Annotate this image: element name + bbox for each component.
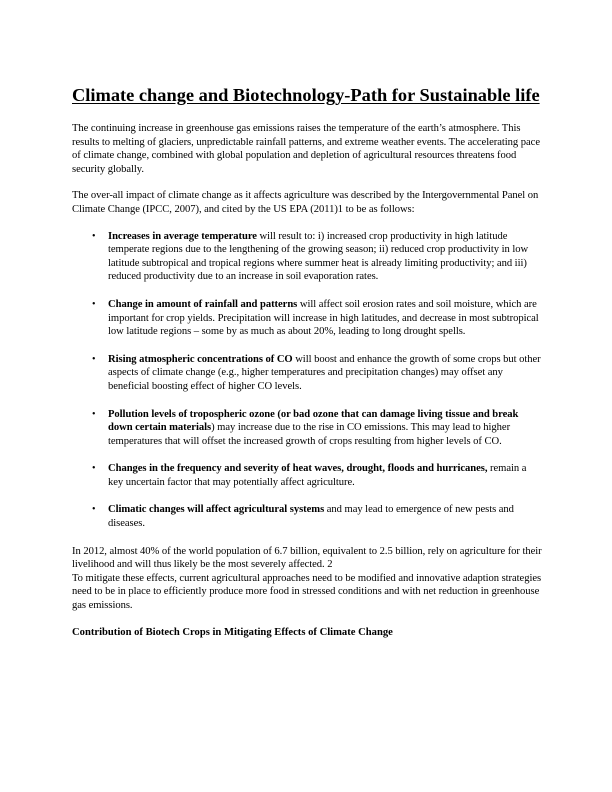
intro-paragraph: The continuing increase in greenhouse gas emissions raises the temperature of the earth’s atmosphere. This results to melting of glaciers, unpredictable rainfall patterns, and extreme weather events. The accelerating pace of climate change, combined with global population and depletion of agricultural resources threatens food security globally. <box>72 123 540 175</box>
section-subheading: Contribution of Biotech Crops in Mitigating Effects of Climate Change <box>72 626 393 638</box>
bullet-bold-lead: Change in amount of rainfall and patterns <box>108 298 298 310</box>
bullet-text: remain a key uncertain factor that may potentially affect agriculture. <box>108 463 527 488</box>
bullet-text: will result to: i) increased crop productivity in high latitude temperate regions due to the lengthening of the growing season; ii) reduced crop productivity in low latitude subtropical and tropical regions where summer heat is already limiting productivity; and iii) reduced productivity due to an increase in soil evaporation rates. <box>108 230 529 283</box>
mitigation-paragraph: To mitigate these effects, current agricultural approaches need to be modified and innovative adaption strategies need to be in place to efficiently produce more food in stressed conditions and with net reduction in greenhouse gas emissions. <box>72 572 542 612</box>
bullet-icon: • <box>92 504 96 516</box>
bullet-text: and may lead to emergence of new pests and diseases. <box>108 504 514 530</box>
bullet-item <box>72 462 542 489</box>
bullet-item <box>72 298 542 339</box>
bullet-icon: • <box>92 408 96 420</box>
bullet-bold-lead: Pollution levels of tropospheric ozone (or bad ozone that can damage living tissue and break down certain materials <box>108 408 519 434</box>
bullet-bold-lead: Rising atmospheric concentrations of CO <box>108 353 293 365</box>
bullet-item <box>72 230 542 284</box>
bullet-icon: • <box>92 298 96 310</box>
bullet-item <box>72 353 542 394</box>
bullet-icon: • <box>92 230 96 242</box>
bullet-text: will affect soil erosion rates and soil moisture, which are important for crop yields. Precipitation will increase in high latitudes, and decrease in most subtropical low latitude regions – some by as much as about 20%, leading to long drought spells. <box>108 298 539 338</box>
document-title: Climate change and Biotechnology-Path for Sustainable life <box>72 85 540 105</box>
bullet-item <box>72 503 542 530</box>
bullet-item <box>72 408 542 449</box>
bullet-bold-lead: Changes in the frequency and severity of heat waves, drought, floods and hurricanes, <box>108 463 488 475</box>
bullet-text: ) may increase due to the rise in CO emissions. This may lead to higher temperatures that will offset the increased growth of crops resulting from higher levels of CO. <box>108 422 511 447</box>
bullet-bold-lead: Increases in average temperature <box>108 230 257 242</box>
bullet-text: will boost and enhance the growth of some crops but other aspects of climate change (e.g., higher temperatures and precipitation changes) may offset any beneficial boosting effect of higher CO levels. <box>108 353 541 392</box>
bullet-bold-lead: Climatic changes will affect agricultural systems <box>108 504 325 516</box>
document-page <box>72 84 542 639</box>
ipcc-paragraph: The over-all impact of climate change as it affects agriculture was described by the Intergovernmental Panel on Climate Change (IPCC, 2007), and cited by the US EPA (2011)1 to be as follows: <box>72 190 539 215</box>
population-paragraph: In 2012, almost 40% of the world population of 6.7 billion, equivalent to 2.5 billion, rely on agriculture for their livelihood and will thus likely be the most severely affected. 2 <box>72 545 542 571</box>
bullet-icon: • <box>92 463 96 475</box>
bullet-icon: • <box>92 353 96 365</box>
impact-bullet-list <box>72 230 542 531</box>
